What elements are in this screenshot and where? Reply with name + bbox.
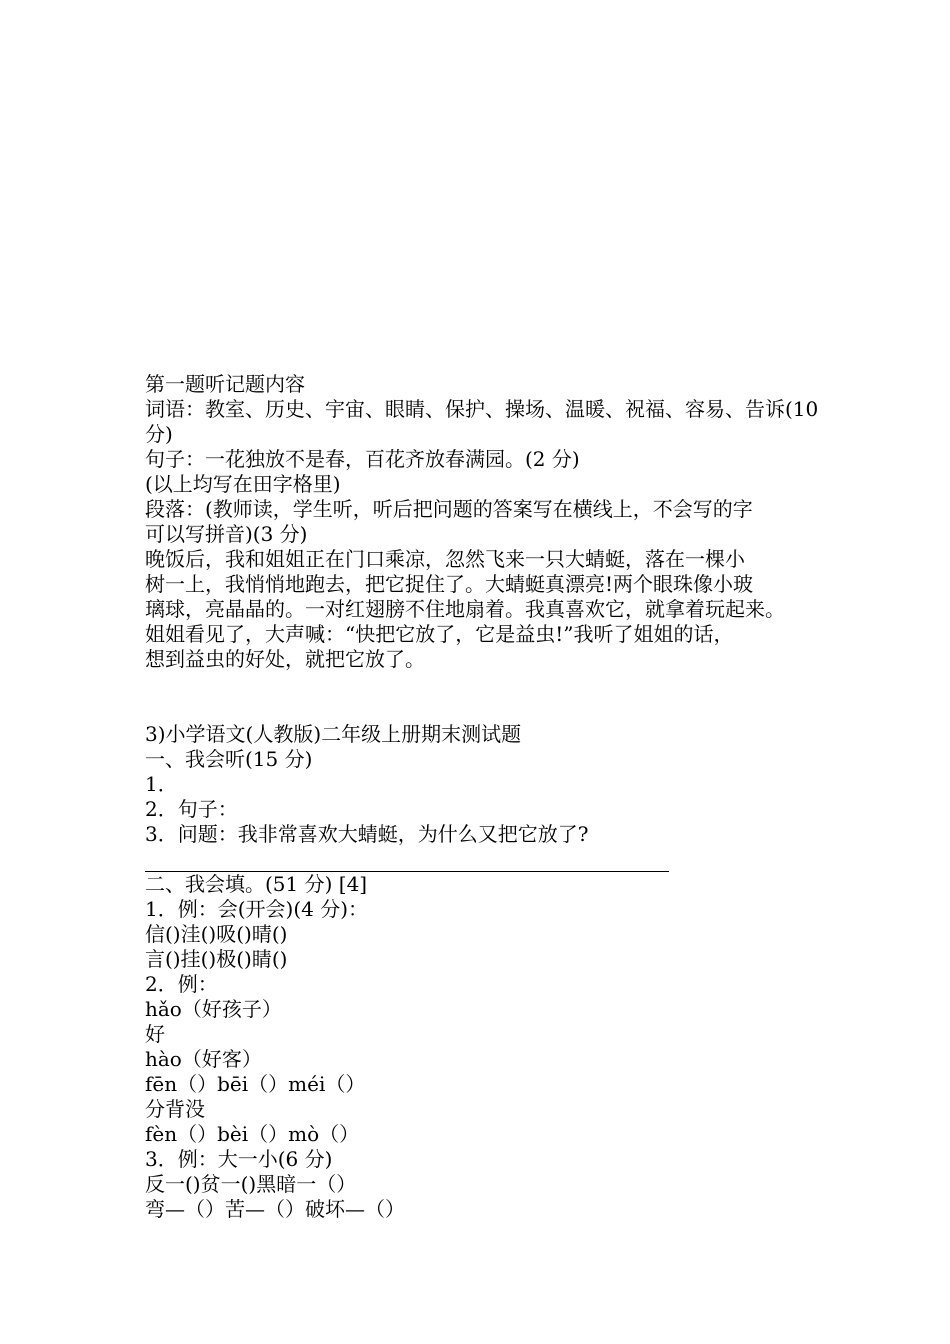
document-page xyxy=(145,372,825,1222)
q1-row1: 信()洼()吸()晴() xyxy=(145,922,288,946)
dictation-words-line2: 分) xyxy=(145,422,173,446)
test-title: 3)小学语文(人教版)二年级上册期末测试题 xyxy=(145,722,522,746)
q1-prompt: 1．例：会(开会)(4 分)： xyxy=(145,897,369,921)
paragraph-intro-line2: 可以写拼音)(3 分) xyxy=(145,522,308,546)
q1-row2: 言()挂()极()睛() xyxy=(145,947,288,971)
section1-item1: 1． xyxy=(145,772,178,796)
section1-heading: 一、我会听(15 分) xyxy=(145,747,313,771)
q2-example-char: 好 xyxy=(145,1022,165,1046)
q2-prompt: 2．例： xyxy=(145,972,218,996)
q2-example1: hǎo（好孩子） xyxy=(145,997,282,1021)
answer-blank-line[interactable] xyxy=(145,847,669,872)
q3-row2: 弯—（）苦—（）破坏—（） xyxy=(145,1197,405,1221)
section2-heading: 二、我会填。(51 分) [4] xyxy=(145,872,368,896)
dictation-heading: 第一题听记题内容 xyxy=(145,372,305,396)
passage-line: 姐姐看见了，大声喊：“快把它放了，它是益虫!”我听了姐姐的话， xyxy=(145,622,734,646)
q3-prompt: 3．例：大一小(6 分) xyxy=(145,1147,333,1171)
dictation-words-line1: 词语：教室、历史、宇宙、眼睛、保护、操场、温暖、祝福、容易、告诉(10 xyxy=(145,397,819,421)
q2-chars: 分背没 xyxy=(145,1097,205,1121)
passage-line: 树一上，我悄悄地跑去，把它捉住了。大蜻蜓真漂亮!两个眼珠像小玻 xyxy=(145,572,754,596)
q2-pinyin-row1: fēn（）bēi（）méi（） xyxy=(145,1072,366,1096)
section1-item2: 2．句子： xyxy=(145,797,238,821)
q3-row1: 反一()贫一()黑暗一（） xyxy=(145,1172,357,1196)
passage-line: 璃球，亮晶晶的。一对红翅膀不住地扇着。我真喜欢它，就拿着玩起来。 xyxy=(145,597,785,621)
q2-example2: hào（好客） xyxy=(145,1047,262,1071)
dictation-sentence: 句子：一花独放不是春，百花齐放春满园。(2 分) xyxy=(145,447,580,471)
dictation-note: (以上均写在田字格里) xyxy=(145,472,341,496)
passage-line: 想到益虫的好处，就把它放了。 xyxy=(145,647,425,671)
passage-line: 晚饭后，我和姐姐正在门口乘凉，忽然飞来一只大蜻蜓，落在一棵小 xyxy=(145,547,745,571)
q2-pinyin-row2: fèn（）bèi（）mò（） xyxy=(145,1122,360,1146)
section1-item3: 3．问题：我非常喜欢大蜻蜓，为什么又把它放了? xyxy=(145,822,589,846)
section-spacer xyxy=(145,672,825,722)
paragraph-intro-line1: 段落：(教师读，学生听，听后把问题的答案写在横线上，不会写的字 xyxy=(145,497,753,521)
